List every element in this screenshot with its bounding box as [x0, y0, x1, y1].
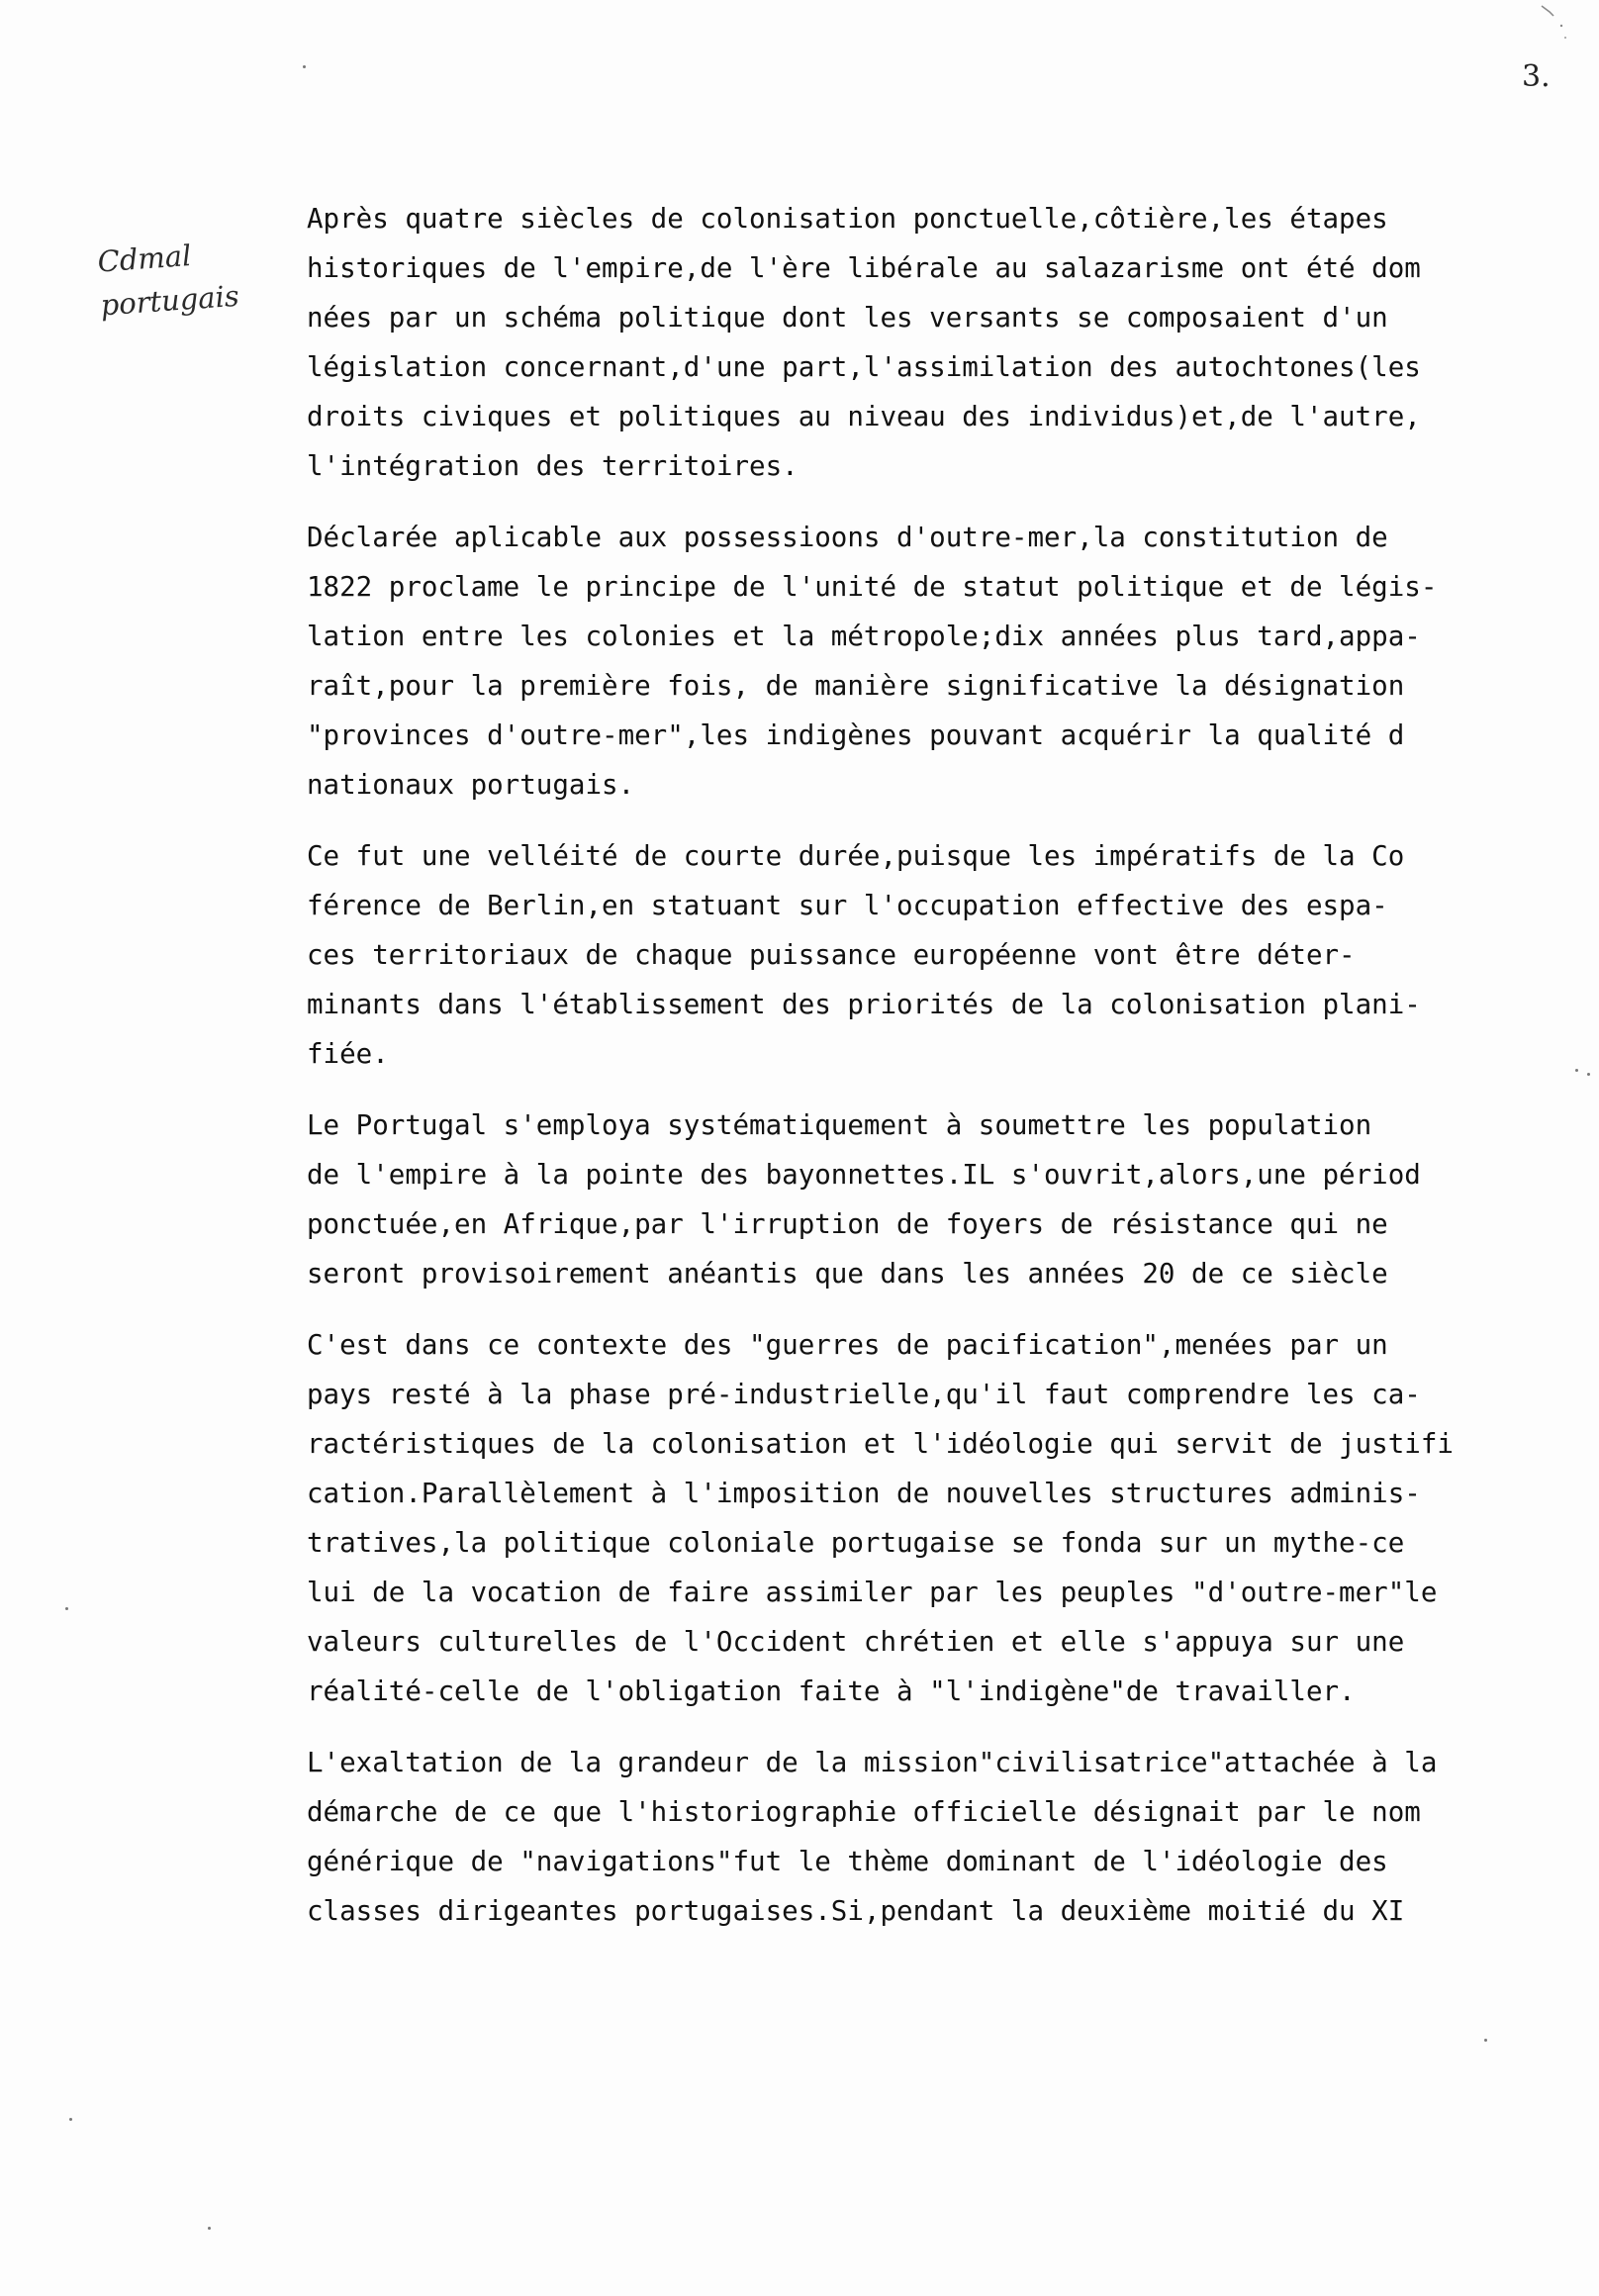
- paragraph-1: [307, 194, 1421, 491]
- margin-note-line-2: portugais: [99, 278, 240, 323]
- text-line: cation.Parallèlement à l'imposition de nouvelles structures adminis-: [307, 1478, 1421, 1509]
- text-line: 1822 proclame le principe de l'unité de statut politique et de légis-: [307, 571, 1438, 603]
- text-line: ces territoriaux de chaque puissance européenne vont être déter-: [307, 939, 1356, 971]
- text-line: réalité-celle de l'obligation faite à "l'indigène"de travailler.: [307, 1675, 1356, 1707]
- paragraph-3: [307, 831, 1421, 1079]
- paragraph-4: [307, 1100, 1421, 1298]
- paragraph-6: [307, 1738, 1438, 1936]
- text-line: législation concernant,d'une part,l'assimilation des autochtones(les: [307, 351, 1421, 383]
- text-line: minants dans l'établissement des priorités de la colonisation plani-: [307, 989, 1421, 1020]
- text-line: ponctuée,en Afrique,par l'irruption de foyers de résistance qui ne: [307, 1208, 1388, 1240]
- text-line: valeurs culturelles de l'Occident chrétien et elle s'appuya sur une: [307, 1626, 1405, 1658]
- text-line: "provinces d'outre-mer",les indigènes pouvant acquérir la qualité d: [307, 719, 1405, 751]
- text-line: ractéristiques de la colonisation et l'idéologie qui servit de justifi: [307, 1428, 1454, 1460]
- text-line: Après quatre siècles de colonisation ponctuelle,côtière,les étapes: [307, 203, 1388, 235]
- text-line: nées par un schéma politique dont les versants se composaient d'un: [307, 302, 1388, 334]
- text-line: C'est dans ce contexte des "guerres de pacification",menées par un: [307, 1329, 1388, 1361]
- margin-note-line-1: Cdmal: [96, 239, 193, 279]
- scan-speck: [303, 65, 306, 68]
- handwritten-margin-note: [96, 232, 240, 328]
- text-line: lation entre les colonies et la métropole;dix années plus tard,appa-: [307, 621, 1421, 652]
- text-line: pays resté à la phase pré-industrielle,qu'il faut comprendre les ca-: [307, 1379, 1421, 1410]
- text-line: fiée.: [307, 1038, 389, 1070]
- scan-speck: [65, 1607, 68, 1610]
- text-line: lui de la vocation de faire assimiler par les peuples "d'outre-mer"le: [307, 1577, 1438, 1608]
- scan-speck: [1484, 2039, 1487, 2042]
- text-line: Ce fut une velléité de courte durée,puisque les impératifs de la Co: [307, 840, 1405, 872]
- corner-scan-mark: [1540, 4, 1569, 44]
- text-line: classes dirigeantes portugaises.Si,pendant la deuxième moitié du XI: [307, 1895, 1405, 1927]
- text-line: férence de Berlin,en statuant sur l'occupation effective des espa-: [307, 890, 1388, 921]
- text-line: raît,pour la première fois, de manière significative la désignation: [307, 670, 1405, 702]
- text-line: démarche de ce que l'historiographie officielle désignait par le nom: [307, 1796, 1421, 1828]
- text-line: Déclarée aplicable aux possessioons d'outre-mer,la constitution de: [307, 522, 1388, 553]
- scan-speck: [1587, 1073, 1590, 1076]
- body-text: [307, 194, 1454, 1958]
- scan-speck: [208, 2227, 211, 2230]
- text-line: Le Portugal s'employa systématiquement à soumettre les population: [307, 1109, 1372, 1141]
- scan-speck: [69, 2118, 72, 2121]
- text-line: générique de "navigations"fut le thème dominant de l'idéologie des: [307, 1846, 1388, 1877]
- paragraph-5: [307, 1320, 1454, 1716]
- scan-speck: [1575, 1069, 1578, 1072]
- text-line: droits civiques et politiques au niveau des individus)et,de l'autre,: [307, 401, 1421, 432]
- text-line: de l'empire à la pointe des bayonnettes.IL s'ouvrit,alors,une périod: [307, 1159, 1421, 1191]
- text-line: nationaux portugais.: [307, 769, 635, 801]
- text-line: tratives,la politique coloniale portugaise se fonda sur un mythe-ce: [307, 1527, 1405, 1559]
- page-number: 3.: [1522, 59, 1551, 94]
- text-line: l'intégration des territoires.: [307, 450, 799, 482]
- text-line: L'exaltation de la grandeur de la mission"civilisatrice"attachée à la: [307, 1747, 1438, 1778]
- text-line: historiques de l'empire,de l'ère libérale au salazarisme ont été dom: [307, 252, 1421, 284]
- paragraph-2: [307, 513, 1438, 810]
- text-line: seront provisoirement anéantis que dans les années 20 de ce siècle: [307, 1258, 1388, 1290]
